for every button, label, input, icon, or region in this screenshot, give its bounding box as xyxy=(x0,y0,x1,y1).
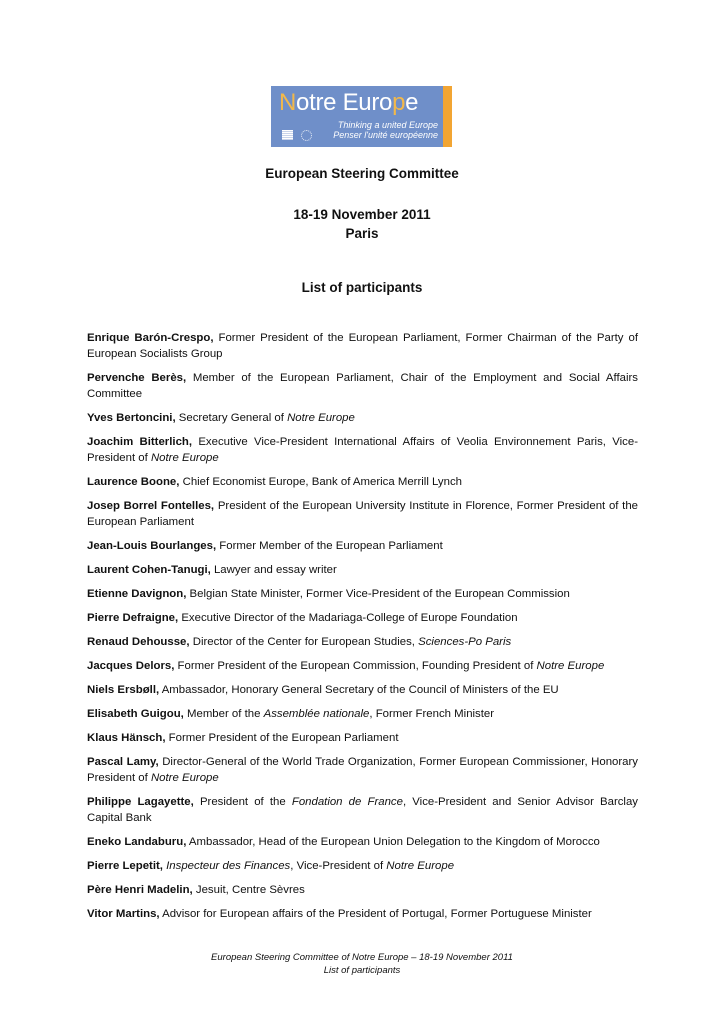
participant-description: Secretary General of xyxy=(175,412,288,424)
participant-entry xyxy=(87,730,638,746)
participant-entry xyxy=(87,794,638,826)
participant-description: President of the xyxy=(193,796,292,808)
participant-description: Director-General of the World Trade Organization, Former European Commissioner, Honorary President of xyxy=(87,756,638,784)
participant-entry xyxy=(87,834,638,850)
participant-entry xyxy=(87,658,638,674)
participant-description: Advisor for European affairs of the President of Portugal, Former Portuguese Minister xyxy=(159,908,592,920)
participant-description: Former Member of the European Parliament xyxy=(216,540,443,552)
participant-description: Member of the European Parliament, Chair of the Employment and Social Affairs Committee xyxy=(87,372,638,400)
participant-entry xyxy=(87,434,638,466)
participant-name: Etienne Davignon, xyxy=(87,588,187,600)
list-heading: List of participants xyxy=(301,280,423,295)
participant-entry xyxy=(87,754,638,786)
tagline-en: Thinking a united Europe xyxy=(337,120,438,130)
participant-name: Pierre Defraigne, xyxy=(87,612,179,624)
meeting-city: Paris xyxy=(345,226,379,241)
logo-brand-text xyxy=(279,89,418,117)
participant-entry xyxy=(87,370,638,402)
participant-description: Former President of the European Parliament, Former Chairman of the Party of European Socialists Group xyxy=(87,332,638,360)
logo-letter-e: e xyxy=(405,89,419,116)
logo-accent-bar xyxy=(443,86,452,147)
participant-entry xyxy=(87,682,638,698)
participant-entry xyxy=(87,858,638,874)
participant-name: Père Henri Madelin, xyxy=(87,884,193,896)
participant-name: Elisabeth Guigou, xyxy=(87,708,184,720)
flag-icon xyxy=(282,130,293,140)
participant-name: Eneko Landaburu, xyxy=(87,836,187,848)
participant-name: Klaus Hänsch, xyxy=(87,732,166,744)
participant-name: Laurent Cohen-Tanugi, xyxy=(87,564,211,576)
participant-description: Executive Vice-President International Affairs of Veolia Environnement Paris, Vice-President of xyxy=(87,436,638,464)
participant-name: Niels Ersbøll, xyxy=(87,684,160,696)
participant-description: Sciences-Po Paris xyxy=(418,636,512,648)
participant-description: Notre Europe xyxy=(386,860,455,872)
participant-description: Notre Europe xyxy=(287,412,355,424)
participant-description: Member of the xyxy=(183,708,264,720)
participant-entry xyxy=(87,410,638,426)
participant-name: Vitor Martins, xyxy=(87,908,160,920)
participant-name: Pervenche Berès, xyxy=(87,372,187,384)
participant-name: Renaud Dehousse, xyxy=(87,636,190,648)
participant-description: President of the European University Institute in Florence, Former President of the European Parliament xyxy=(87,500,639,528)
participant-description: Notre Europe xyxy=(150,452,219,464)
participant-name: Jacques Delors, xyxy=(87,660,175,672)
participant-entry xyxy=(87,586,638,602)
participant-description: Ambassador, Head of the European Union Delegation to the Kingdom of Morocco xyxy=(186,836,600,848)
participant-entry xyxy=(87,538,638,554)
participants-list xyxy=(87,330,638,930)
participant-description: Ambassador, Honorary General Secretary of the Council of Ministers of the EU xyxy=(159,684,559,696)
participant-description: Chief Economist Europe, Bank of America Merrill Lynch xyxy=(179,476,462,488)
notre-europe-logo xyxy=(271,86,452,147)
participant-description: , Former French Minister xyxy=(369,708,495,720)
page-footer xyxy=(0,951,724,977)
participant-entry xyxy=(87,498,638,530)
participant-entry xyxy=(87,706,638,722)
participant-description: Lawyer and essay writer xyxy=(210,564,337,576)
meeting-date: 18-19 November 2011 xyxy=(293,207,431,222)
participant-name: Jean-Louis Bourlanges, xyxy=(87,540,217,552)
participant-name: Josep Borrel Fontelles, xyxy=(87,500,215,512)
participant-entry xyxy=(87,882,638,898)
participant-name: Enrique Barón-Crespo, xyxy=(87,332,214,344)
participant-description: Inspecteur des Finances xyxy=(166,860,291,872)
participant-name: Yves Bertoncini, xyxy=(87,412,176,424)
participant-entry xyxy=(87,330,638,362)
participant-description: Belgian State Minister, Former Vice-President of the European Commission xyxy=(186,588,570,600)
participant-description: , Vice-President of xyxy=(290,860,387,872)
participant-entry xyxy=(87,906,638,922)
logo-tagline xyxy=(333,120,438,140)
logo-letter-n: N xyxy=(279,89,297,116)
participant-name: Pascal Lamy, xyxy=(87,756,159,768)
participant-entry xyxy=(87,562,638,578)
eu-stars-icon xyxy=(301,130,312,141)
participant-name: Laurence Boone, xyxy=(87,476,180,488)
logo-letters: otre Euro xyxy=(296,89,393,116)
participant-description: Notre Europe xyxy=(150,772,219,784)
participant-name: Joachim Bitterlich, xyxy=(87,436,193,448)
participant-description: Former President of the European Parliament xyxy=(165,732,399,744)
participant-entry xyxy=(87,610,638,626)
participant-description: Assemblée nationale xyxy=(263,708,370,720)
participant-description: Jesuit, Centre Sèvres xyxy=(192,884,305,896)
tagline-fr: Penser l'unité européenne xyxy=(333,130,438,140)
participant-description: Director of the Center for European Studies, xyxy=(189,636,419,648)
footer-line-1: European Steering Committee of Notre Europe – 18-19 November 2011 xyxy=(211,952,513,963)
participant-description: , Vice-President and Senior Advisor Barclay Capital Bank xyxy=(87,796,638,824)
participant-description: Fondation de France xyxy=(291,796,403,808)
participant-description: Former President of the European Commission, Founding President of xyxy=(174,660,537,672)
participant-name: Philippe Lagayette, xyxy=(87,796,194,808)
participant-entry xyxy=(87,634,638,650)
participant-description: Notre Europe xyxy=(536,660,605,672)
document-title: European Steering Committee xyxy=(265,166,459,181)
participant-name: Pierre Lepetit, xyxy=(87,860,163,872)
logo-letter-p: p xyxy=(392,89,406,116)
participant-description: Executive Director of the Madariaga-College of Europe Foundation xyxy=(178,612,518,624)
footer-line-2: List of participants xyxy=(323,965,401,976)
participant-entry xyxy=(87,474,638,490)
